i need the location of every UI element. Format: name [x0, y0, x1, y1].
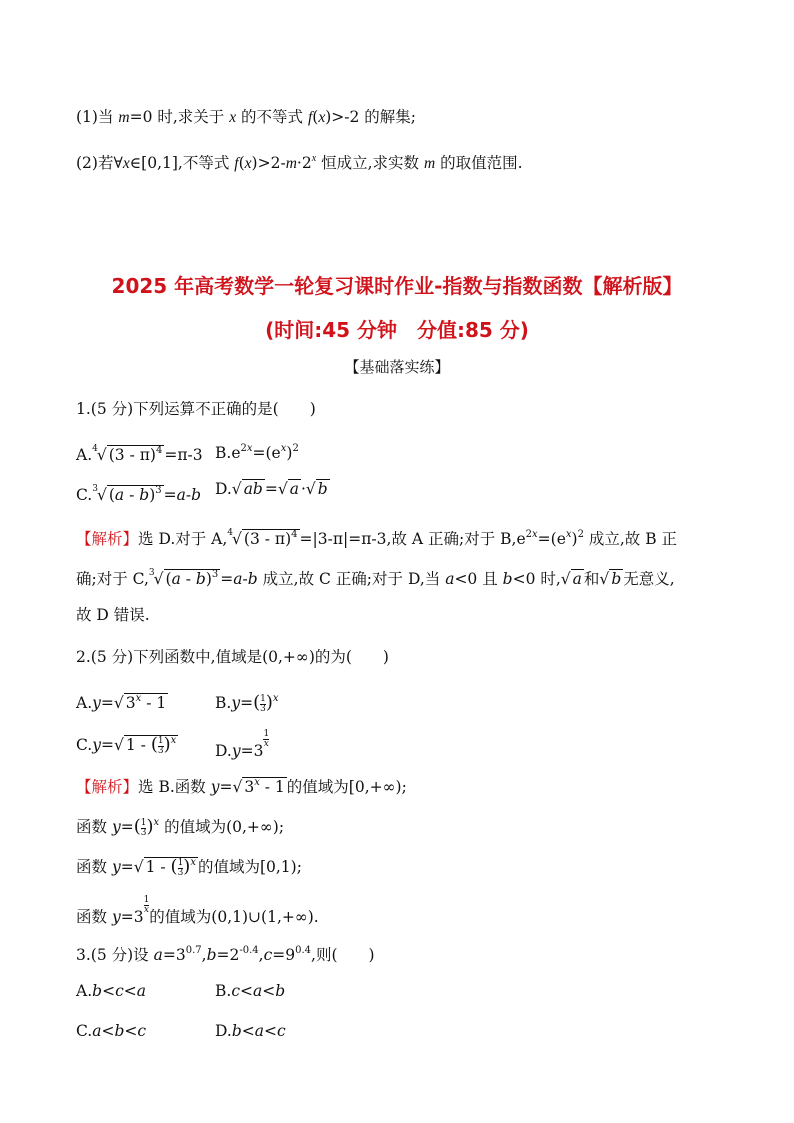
- q2-stem: 2.(5 分)下列函数中,值域是(0,+∞)的为( ): [76, 648, 389, 666]
- q1-option-b: $B.e^{2x}=(e^x)^2$: [215, 443, 299, 462]
- q1-stem: 1.(5 分)下列运算不正确的是( ): [76, 400, 316, 418]
- q1-option-a: A.$^4$√ (3 - π)$^4$ =π-3: [76, 444, 203, 464]
- q2-option-c: C.y=√ 1 - ( $\frac{1}{3}$ )$^x$: [76, 734, 177, 756]
- q1-option-c: C.$^3$√ (a - b)$^3$ =a-b: [76, 484, 202, 504]
- q1-analysis-line-1: 【解析】选 D.对于 A,$^4$√ (3 - π)$^4$ =|3-π|=π-3,故 A 正确;对于 $B,e^{2x}=(e^x)^2$ 成立,故 B 正: [76, 528, 678, 548]
- q3-option-b: B.c<a<b: [215, 982, 286, 1000]
- q2-analysis-line-3: 函数 y=√ 1 - ( $\frac{1}{3}$ )$^x$ 的值域为[0,1);: [76, 856, 302, 878]
- q1-analysis-line-2: 确;对于 C,$^3$√ (a - b)$^3$ =a-b 成立,故 C 正确;对于 D,当 a<0 且 b<0 时,√ a 和√ b 无意义,: [76, 568, 675, 588]
- q2-analysis-line-4: 函数 y=3 $\frac{1}{x}$ 的值域为(0,1)∪(1,+∞).: [76, 895, 319, 926]
- q2-option-a: A.y=√ 3$^x$ - 1: [76, 693, 167, 712]
- prev-question-part-2: (2)若∀x∈[0,1],不等式 $f(x)>2-m\cdot 2^x$ 恒成立,求实数 m 的取值范围.: [76, 153, 523, 172]
- q3-option-a: A.b<c<a: [76, 982, 146, 1000]
- q2-analysis-line-1: 【解析】选 B.函数 y=√ 3$^x$ - 1 的值域为[0,+∞);: [76, 777, 407, 796]
- page-title: 2025 年高考数学一轮复习课时作业-指数与指数函数【解析版】: [111, 274, 683, 298]
- q3-option-d: D.b<a<c: [215, 1022, 286, 1040]
- q2-analysis-line-2: 函数 y=( $\frac{1}{3}$ )$^x$ 的值域为(0,+∞);: [76, 816, 285, 838]
- q2-option-b: B.y=( $\frac{1}{3}$ )$^x$: [215, 692, 279, 714]
- section-heading: 【基础落实练】: [344, 358, 450, 376]
- q3-option-c: C.a<b<c: [76, 1022, 147, 1040]
- q2-option-d: D.y=3 $\frac{1}{x}$: [215, 729, 270, 760]
- page-subtitle: (时间:45 分钟 分值:85 分): [265, 318, 529, 342]
- q1-analysis-line-3: 故 D 错误.: [76, 606, 150, 624]
- prev-question-part-1: (1)当 m=0 时,求关于 x 的不等式 f(x)>-2 的解集;: [76, 108, 417, 126]
- q3-stem: 3.(5 分)设 $a=3^{0.7},b=2^{-0.4},c=9^{0.4}$,则( ): [76, 945, 375, 964]
- q1-option-d: D.√ ab =√ a ·√ b: [215, 480, 328, 498]
